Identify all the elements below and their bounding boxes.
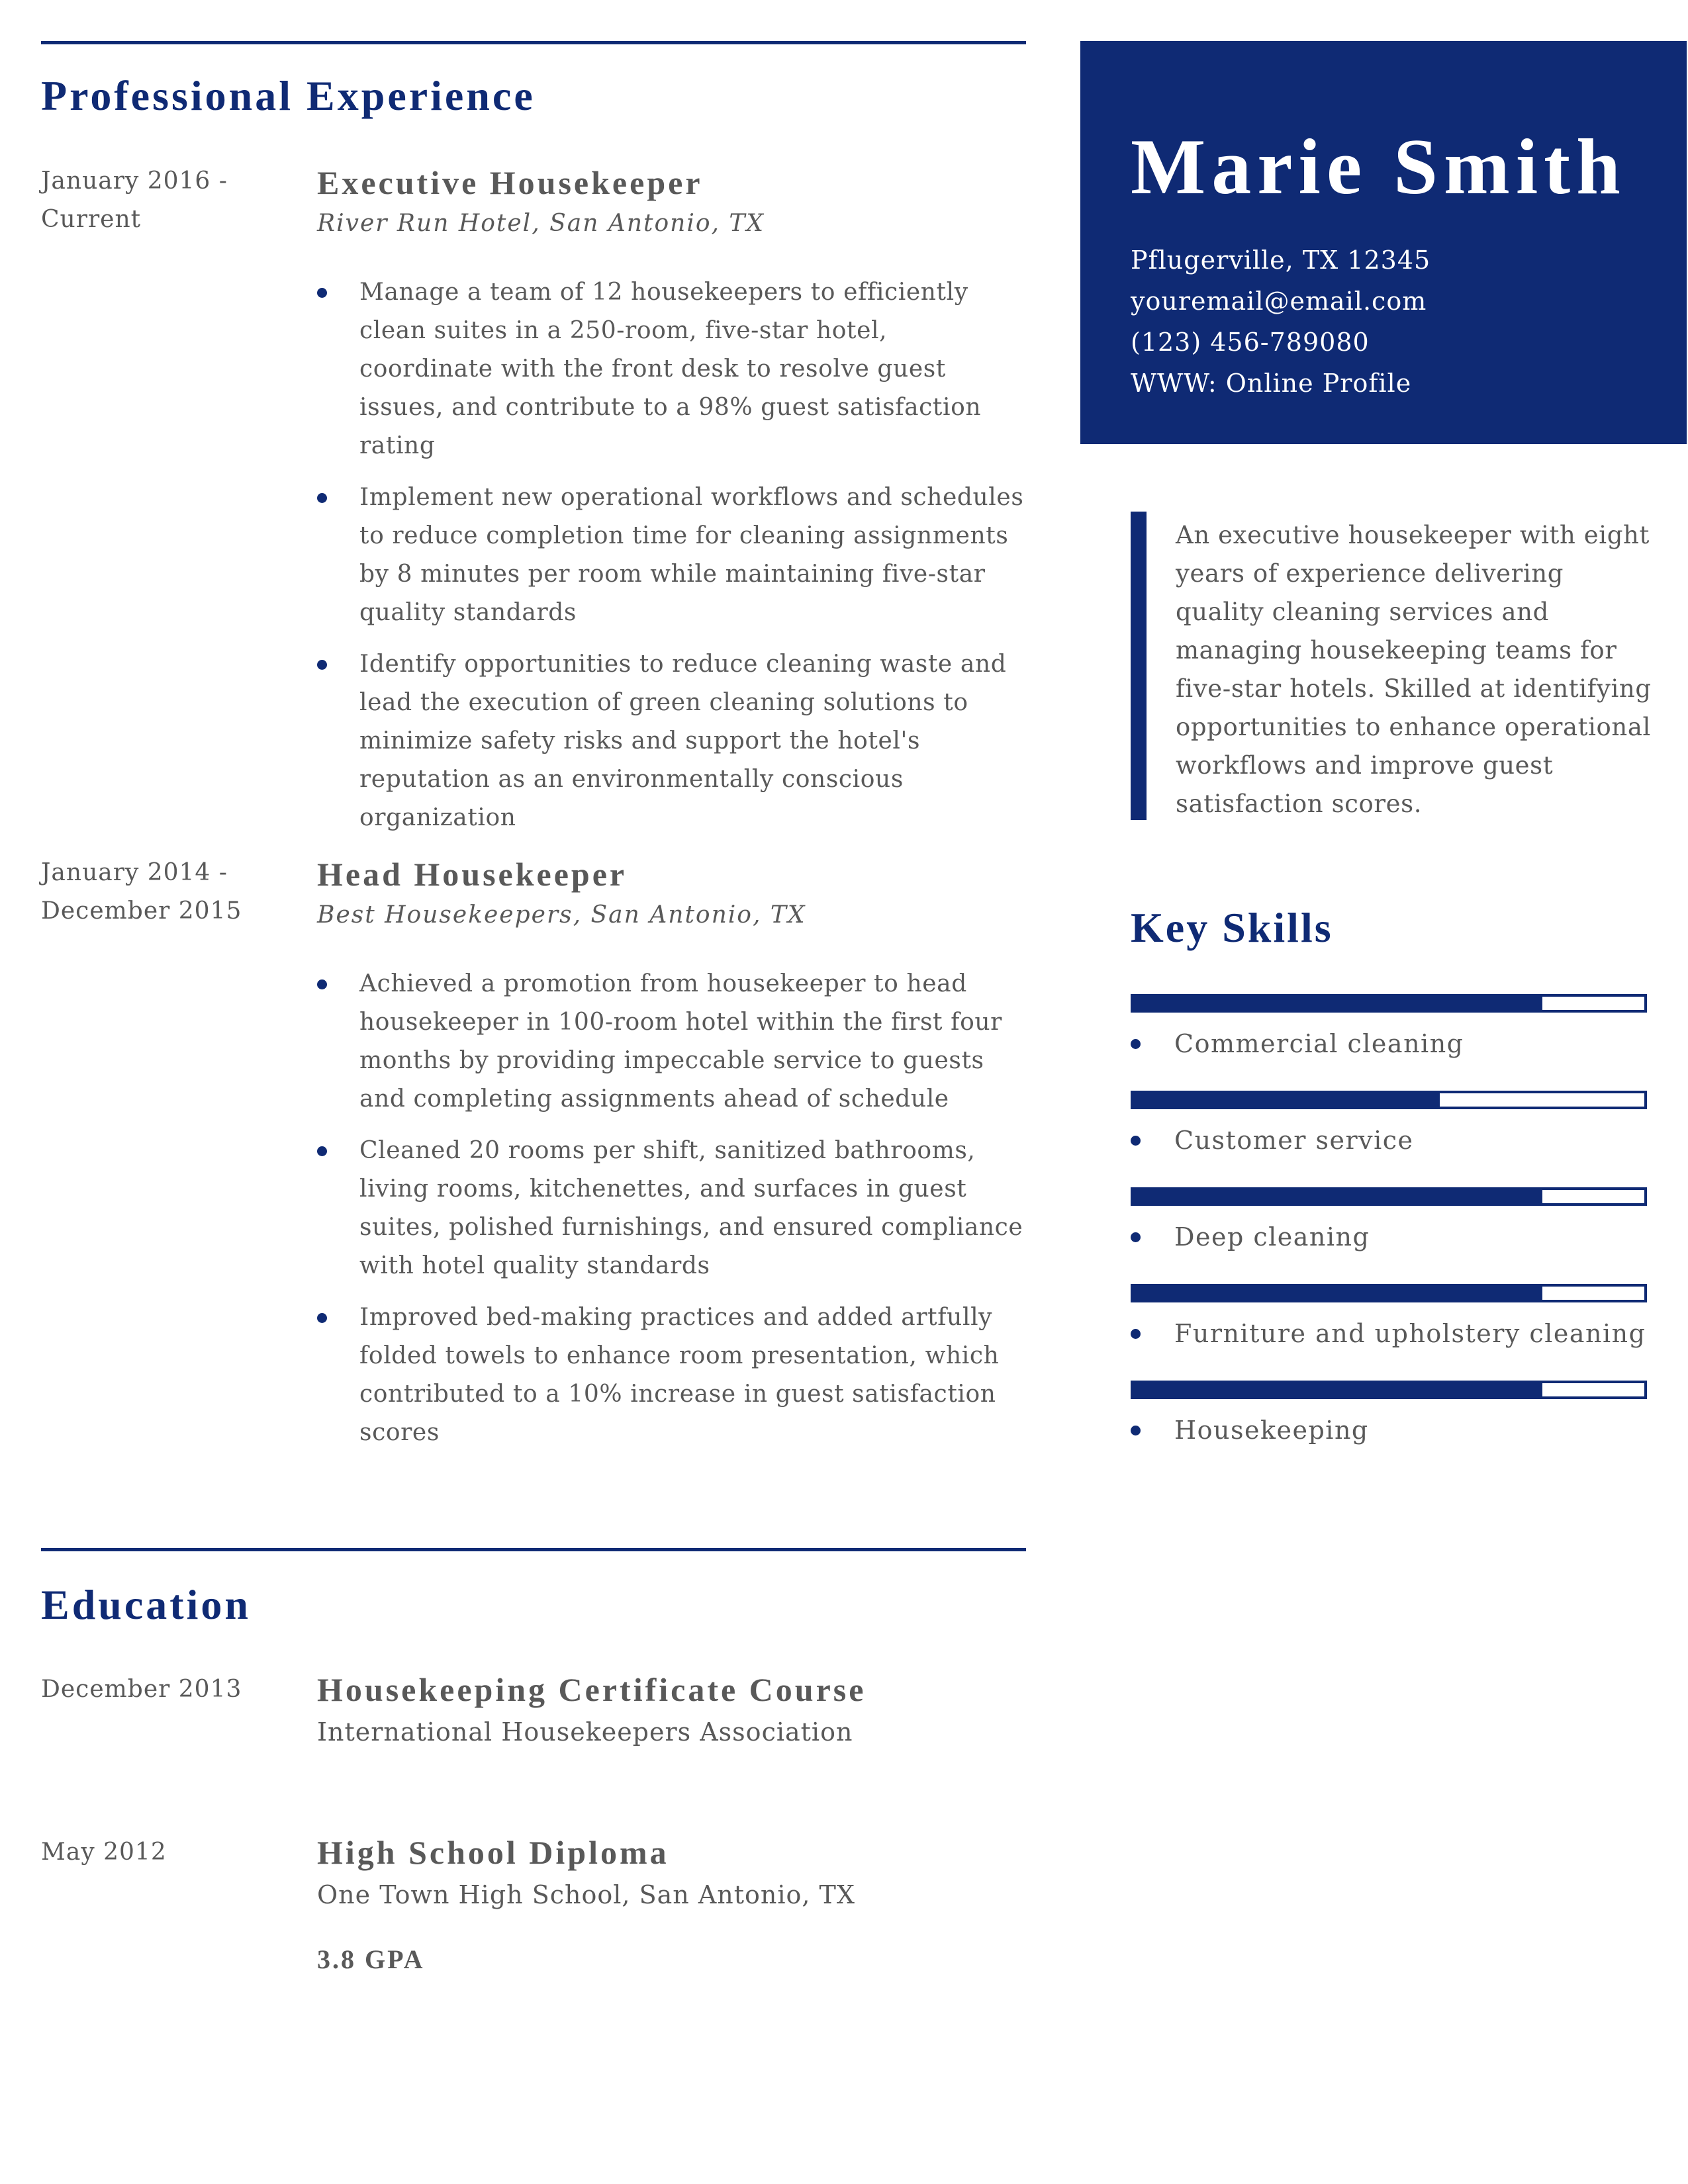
skills-list — [1131, 994, 1647, 1477]
skill-level-fill — [1133, 1383, 1542, 1396]
education-organization: International Housekeepers Association — [317, 1717, 853, 1747]
contact-phone: (123) 456-789080 — [1131, 328, 1370, 357]
contact-info — [1131, 240, 1430, 404]
bullet-dot-icon — [1131, 1426, 1141, 1435]
job-body — [317, 162, 1026, 850]
skill-level-bar — [1131, 1187, 1647, 1206]
job-title: Executive Housekeeper — [317, 164, 703, 201]
skill-item — [1131, 1187, 1647, 1284]
contact-location: Pflugerville, TX 12345 — [1131, 246, 1431, 275]
job-bullet: Achieved a promotion from housekeeper to head housekeeper in 100-room hotel within the first four months by providing impeccable service to guests and completing assignments ahead of schedule — [317, 965, 1026, 1118]
header-box — [1080, 41, 1687, 444]
education-heading: Education — [41, 1581, 251, 1628]
bullet-dot-icon — [317, 660, 327, 670]
skill-level-bar — [1131, 1284, 1647, 1302]
education-date: May 2012 — [41, 1839, 167, 1866]
summary-accent-bar — [1131, 512, 1147, 820]
skill-level-bar — [1131, 1381, 1647, 1399]
job-date — [41, 854, 293, 931]
job-date-end: Current — [41, 206, 142, 233]
skill-label: Deep cleaning — [1174, 1222, 1370, 1251]
bullet-dot-icon — [1131, 1136, 1141, 1146]
education-title: High School Diploma — [317, 1834, 669, 1871]
skill-level-fill — [1133, 1190, 1542, 1203]
bullet-dot-icon — [317, 493, 327, 503]
job-body — [317, 854, 1026, 1465]
skill-label: Customer service — [1174, 1126, 1414, 1155]
job-title: Head Housekeeper — [317, 856, 628, 893]
education-gpa: 3.8 GPA — [317, 1944, 425, 1974]
skill-level-fill — [1133, 1093, 1440, 1107]
job-date-start: January 2014 - — [41, 859, 228, 886]
job-bullet-list — [317, 273, 1026, 837]
contact-email[interactable]: youremail@email.com — [1131, 287, 1427, 316]
education-body — [317, 1670, 1026, 1751]
bullet-dot-icon — [317, 1313, 327, 1323]
job-bullet: Identify opportunities to reduce cleaning waste and lead the execution of green cleaning solutions to minimize safety risks and support the hotel's reputation as an environmentally conscious organization — [317, 645, 1026, 837]
education-top-rule — [41, 1548, 1026, 1551]
summary-text: An executive housekeeper with eight years of experience delivering quality cleaning services and managing housekeeping teams for five-star hotels. Skilled at identifying opportunities to enhance operational workflows and improve guest satisfaction scores. — [1176, 521, 1652, 818]
skill-level-fill — [1133, 1287, 1542, 1300]
job-date — [41, 162, 293, 239]
skill-item — [1131, 1091, 1647, 1187]
experience-top-rule — [41, 41, 1026, 44]
job-organization: Best Housekeepers, San Antonio, TX — [317, 901, 806, 929]
bullet-dot-icon — [1131, 1232, 1141, 1242]
job-bullet: Improved bed-making practices and added artfully folded towels to enhance room presentation, which contributed to a 10% increase in guest satisfaction scores — [317, 1298, 1026, 1452]
experience-heading: Professional Experience — [41, 72, 536, 119]
job-bullet: Manage a team of 12 housekeepers to efficiently clean suites in a 250-room, five-star hotel, coordinate with the front desk to resolve guest issues, and contribute to a 98% guest satisfaction rating — [317, 273, 1026, 465]
bullet-dot-icon — [1131, 1039, 1141, 1049]
skill-item — [1131, 1381, 1647, 1477]
skill-label: Housekeeping — [1174, 1416, 1369, 1445]
bullet-dot-icon — [317, 979, 327, 989]
bullet-dot-icon — [1131, 1329, 1141, 1339]
education-title: Housekeeping Certificate Course — [317, 1671, 867, 1708]
job-date-start: January 2016 - — [41, 167, 228, 195]
skills-heading: Key Skills — [1131, 904, 1333, 951]
education-date: December 2013 — [41, 1676, 242, 1703]
candidate-name: Marie Smith — [1131, 122, 1626, 210]
bullet-dot-icon — [317, 1146, 327, 1156]
job-date-end: December 2015 — [41, 897, 242, 925]
skill-label: Commercial cleaning — [1174, 1029, 1464, 1058]
skill-label: Furniture and upholstery cleaning — [1174, 1319, 1646, 1348]
contact-website[interactable]: WWW: Online Profile — [1131, 369, 1412, 398]
skill-item — [1131, 1284, 1647, 1381]
education-organization: One Town High School, San Antonio, TX — [317, 1880, 855, 1909]
skill-level-bar — [1131, 994, 1647, 1013]
skill-level-fill — [1133, 997, 1542, 1010]
job-bullet: Implement new operational workflows and schedules to reduce completion time for cleaning assignments by 8 minutes per room while maintaining five-star quality standards — [317, 478, 1026, 632]
job-bullet: Cleaned 20 rooms per shift, sanitized bathrooms, living rooms, kitchenettes, and surfaces in guest suites, polished furnishings, and ensured compliance with hotel quality standards — [317, 1132, 1026, 1285]
job-organization: River Run Hotel, San Antonio, TX — [317, 210, 765, 237]
bullet-dot-icon — [317, 288, 327, 298]
skill-level-bar — [1131, 1091, 1647, 1109]
education-body — [317, 1833, 1026, 1976]
job-bullet-list — [317, 965, 1026, 1452]
skill-item — [1131, 994, 1647, 1091]
